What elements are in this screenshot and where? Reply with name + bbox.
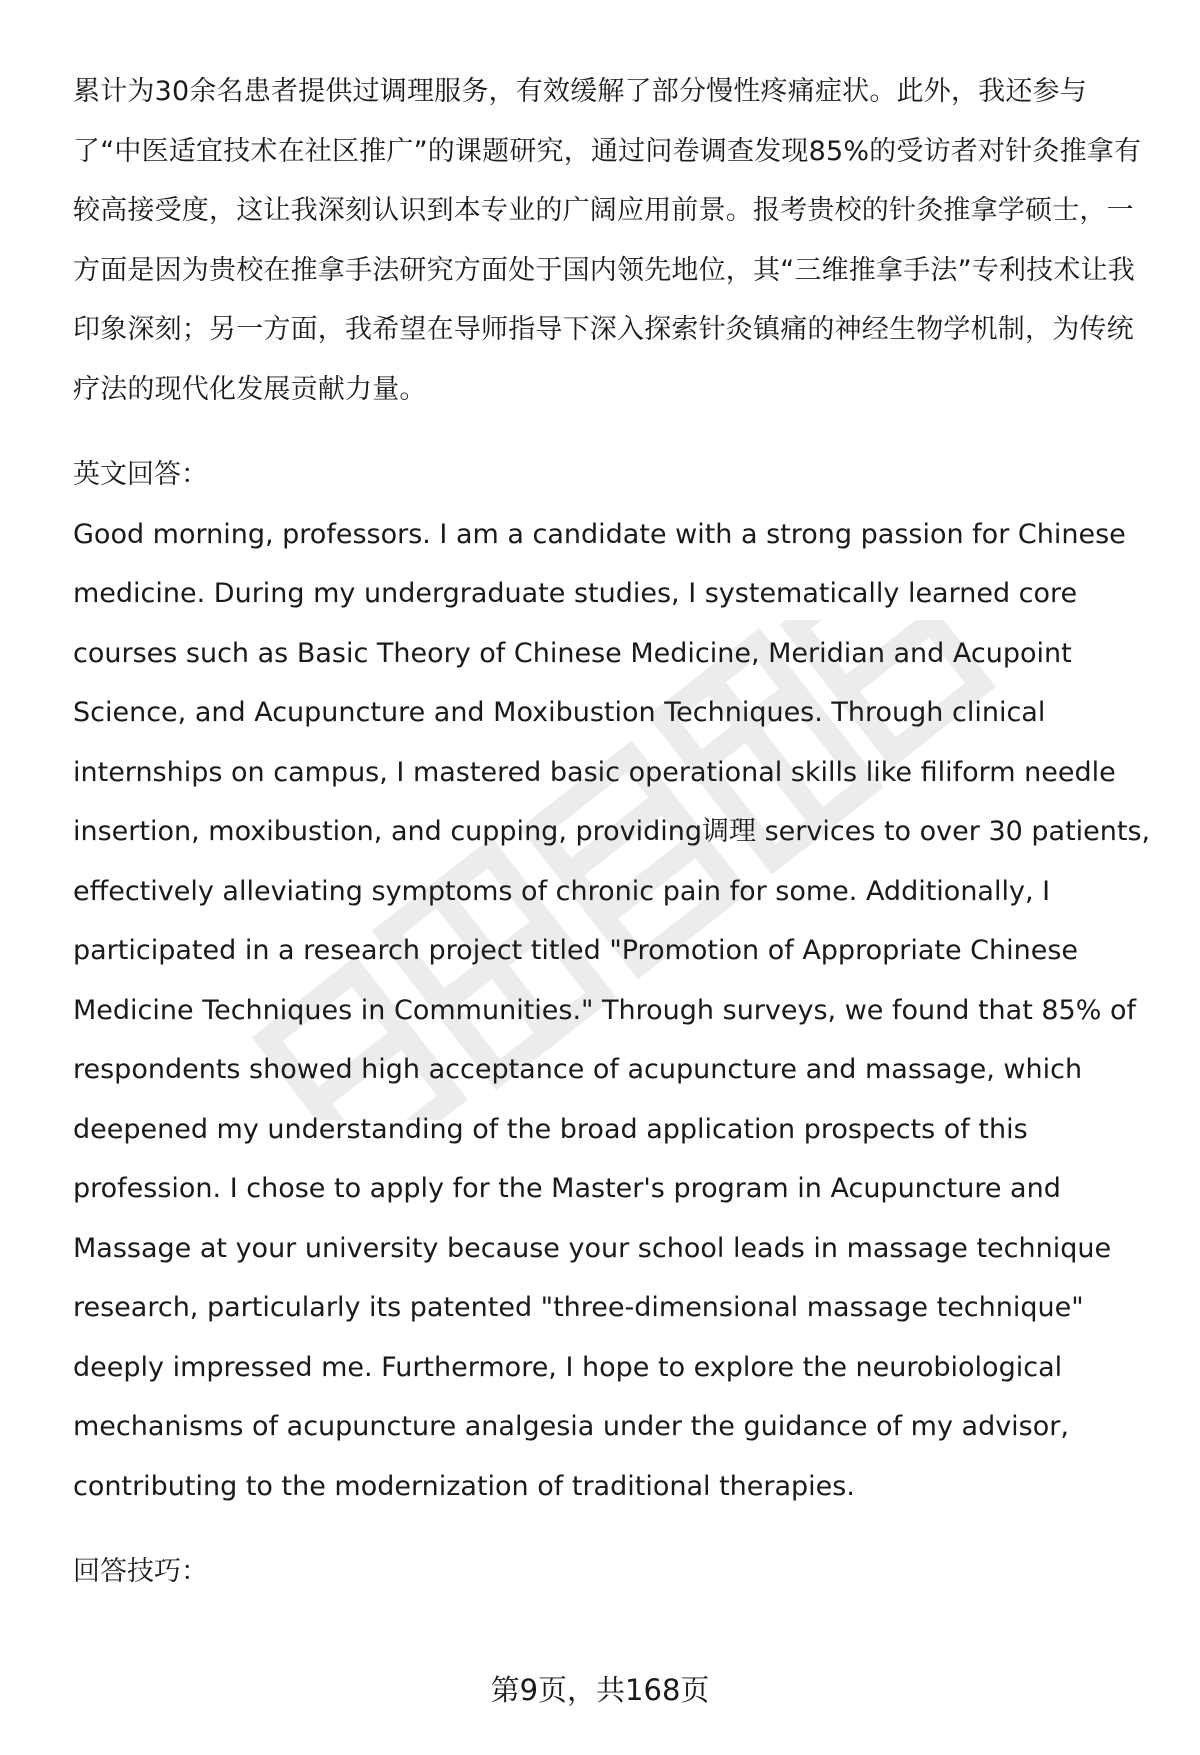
document-body [73,62,1153,1602]
english-answer-paragraph: Good morning, professors. I am a candidate with a strong passion for Chinese medicine. During my undergraduate studies, I systematically learned core courses such as Basic Theory of Chinese Medicine, Meridian and Acupoint Science, and Acupuncture and Moxibustion Techniques. Through clinical internships on campus, I mastered basic operational skills like filiform needle insertion, moxibustion, and cupping, providing调理 services to over 30 patients, effectively alleviating symptoms of chronic pain for some. Additionally, I participated in a research project titled "Promotion of Appropriate Chinese Medicine Techniques in Communities." Through surveys, we found that 85% of respondents showed high acceptance of acupuncture and massage, which deepened my understanding of the broad application prospects of this profession. I chose to apply for the Master's program in Acupuncture and Massage at your university because your school leads in massage technique research, particularly its patented "three-dimensional massage technique" deeply impressed me. Furthermore, I hope to explore the neurobiological mechanisms of acupuncture analgesia under the guidance of my advisor, contributing to the modernization of traditional therapies. [73,518,1151,1502]
english-answer-heading: 英文回答： [73,459,208,490]
answer-tips-heading: 回答技巧： [73,1556,208,1587]
page-number-footer: 第9页，共168页 [490,1673,710,1707]
chinese-answer-paragraph: 累计为30余名患者提供过调理服务，有效缓解了部分慢性疼痛症状。此外，我还参与了“中医适宜技术在社区推广”的课题研究，通过问卷调查发现85%的受访者对针灸推拿有较高接受度，这让我深刻认识到本专业的广阔应用前景。报考贵校的针灸推拿学硕士，一方面是因为贵校在推拿手法研究方面处于国内领先地位，其“三维推拿手法”专利技术让我印象深刻；另一方面，我希望在导师指导下深入探索针灸镇痛的神经生物学机制，为传统疗法的现代化发展贡献力量。 [73,76,1142,405]
